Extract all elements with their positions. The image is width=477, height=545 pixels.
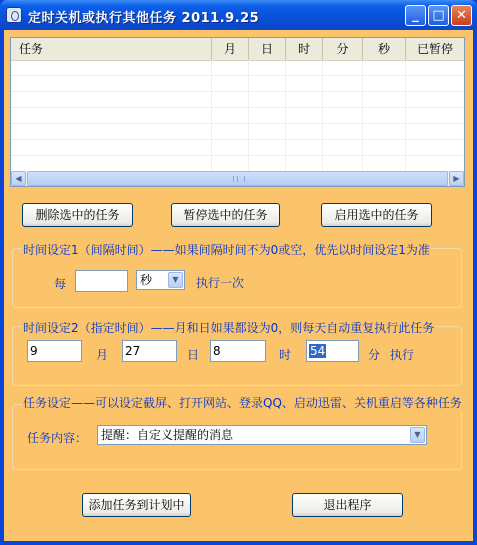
maximize-button[interactable] [428,5,449,26]
enable-selected-task-button[interactable]: 启用选中的任务 [321,203,432,227]
add-task-button[interactable]: 添加任务到计划中 [82,493,191,517]
hour-label: 时 [279,348,292,362]
column-header-minute[interactable]: 分 [323,38,363,60]
grid-line [322,60,323,171]
month-input[interactable]: 9 [27,340,82,362]
scroll-left-button[interactable] [11,171,26,186]
grid-line [362,60,363,171]
app-icon[interactable] [6,7,22,23]
column-header-hour[interactable]: 时 [286,38,323,60]
execute-label: 执行 [390,348,415,362]
grid-line [11,123,464,124]
chevron-left-icon: ◀ [15,174,22,183]
exit-button[interactable]: 退出程序 [292,493,403,517]
scroll-right-button[interactable] [449,171,464,186]
task-list-header [11,38,464,61]
day-input[interactable]: 27 [122,340,177,362]
horizontal-scrollbar[interactable] [11,171,464,186]
close-icon: ✕ [456,8,467,23]
grid-line [211,60,212,171]
grid-line [11,139,464,140]
delete-selected-task-button[interactable]: 删除选中的任务 [22,203,133,227]
maximize-icon: □ [432,8,445,23]
column-header-month[interactable]: 月 [212,38,249,60]
chevron-down-icon[interactable]: ▼ [410,427,425,443]
task-list[interactable] [10,37,465,187]
chevron-down-icon[interactable]: ▼ [168,272,183,288]
grid-line [11,75,464,76]
interval-unit-select[interactable] [136,270,185,290]
specific-time-heading: 时间设定2（指定时间）——月和日如果都设为0，则每天自动重复执行此任务 [23,321,435,335]
grid-line [11,91,464,92]
interval-unit-value: 秒 [140,273,153,287]
minute-label: 分 [368,348,381,362]
day-label: 日 [187,348,200,362]
window-title: 定时关机或执行其他任务 2011.9.25 [28,11,260,26]
task-content-value: 提醒：自定义提醒的消息 [101,428,234,442]
grid-line [11,155,464,156]
minute-value: 54 [310,344,326,358]
task-settings-heading: 任务设定——可以设定截屏、打开网站、登录QQ、启动迅雷、关机重启等各种任务 [23,396,462,410]
task-content-label: 任务内容： [27,431,88,445]
task-content-select[interactable] [97,425,427,445]
interval-value-input[interactable] [75,270,128,292]
chevron-right-icon: ▶ [453,174,460,183]
column-header-day[interactable]: 日 [249,38,286,60]
grid-line [248,60,249,171]
grid-line [11,107,464,108]
close-button[interactable] [451,5,472,26]
column-header-paused[interactable]: 已暂停 [416,42,453,56]
month-label: 月 [96,348,109,362]
grid-line [405,60,406,171]
grip-icon [233,176,245,182]
interval-heading: 时间设定1（间隔时间）——如果间隔时间不为0或空，优先以时间设定1为准 [23,243,430,257]
column-header-task[interactable]: 任务 [11,38,212,60]
client-area [4,30,473,541]
minute-input[interactable] [306,340,359,362]
minimize-button[interactable] [405,5,426,26]
task-list-body[interactable] [11,60,464,171]
every-label: 每 [54,277,67,291]
title-bar[interactable] [0,0,477,30]
minimize-icon: _ [412,8,419,23]
pause-selected-task-button[interactable]: 暂停选中的任务 [171,203,280,227]
execute-once-label: 执行一次 [196,276,245,290]
grid-line [285,60,286,171]
hour-input[interactable]: 8 [210,340,266,362]
column-header-second[interactable]: 秒 [363,38,406,60]
scroll-thumb[interactable] [27,171,448,186]
